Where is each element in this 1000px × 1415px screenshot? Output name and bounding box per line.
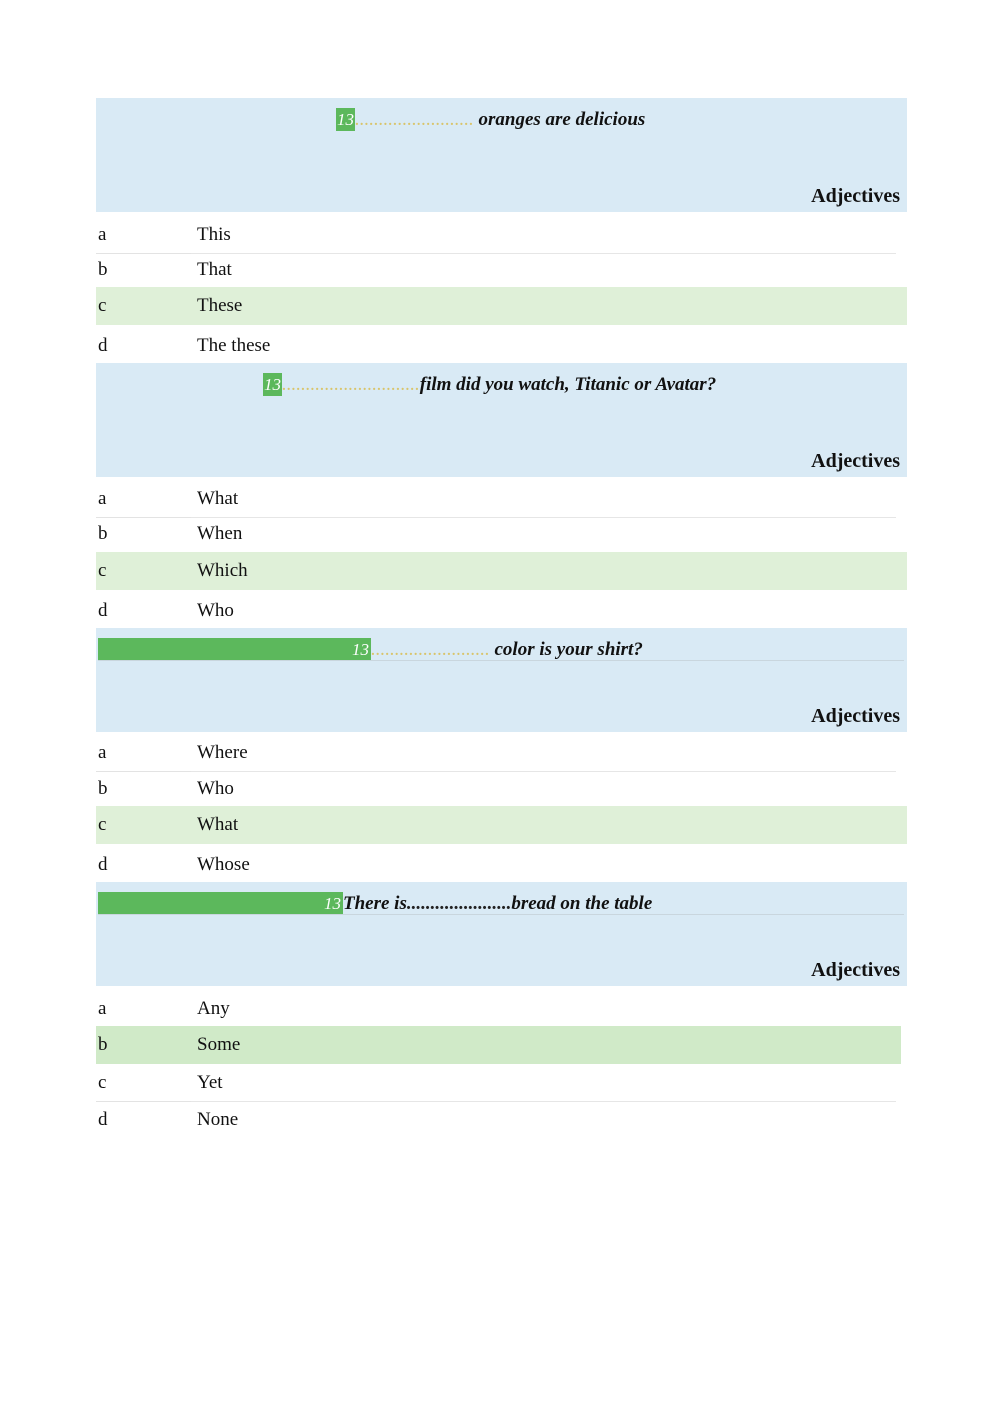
option-text: These [197,295,243,316]
question-number-badge: 13 [337,110,354,129]
question-header [96,628,907,732]
option-text: Which [197,560,248,581]
question-line [371,638,643,662]
option-letter: a [98,998,107,1019]
option-letter: d [98,600,108,621]
question-category: Adjectives [811,450,900,472]
answer-blank: ......................... [355,109,474,130]
question-category: Adjectives [811,185,900,207]
option-c-correct[interactable] [96,552,907,590]
option-text: Whose [197,854,250,875]
answer-blank: ...................... [406,893,512,914]
question-line [263,373,716,397]
option-d[interactable] [96,327,907,365]
option-text: The these [197,335,271,356]
option-b-correct[interactable] [96,1026,901,1064]
option-letter: b [98,259,108,280]
option-c-correct[interactable] [96,806,907,844]
option-letter: c [98,1072,107,1093]
question-text: bread on the table [511,893,653,914]
question-text: color is your shirt? [494,639,643,660]
option-a[interactable] [96,480,907,518]
question-line [336,108,645,132]
question-category: Adjectives [811,705,900,727]
option-d[interactable] [96,1101,907,1139]
option-letter: b [98,778,108,799]
question-number-badge: 13 [98,638,371,660]
option-text: Any [197,998,230,1019]
option-text: That [197,259,232,280]
option-letter: a [98,742,107,763]
option-text: Who [197,600,234,621]
option-text: What [197,814,239,835]
option-letter: d [98,854,108,875]
option-letter: c [98,814,107,835]
option-d[interactable] [96,846,907,884]
option-text: This [197,224,231,245]
question-number-badge: 13 [264,375,281,394]
option-a[interactable] [96,216,907,254]
option-text: Who [197,778,234,799]
option-b[interactable] [96,515,907,553]
option-d[interactable] [96,592,907,630]
answer-blank: ............................. [282,374,420,395]
option-letter: d [98,335,108,356]
question-header [96,363,907,477]
option-letter: a [98,224,107,245]
question-text: oranges are delicious [478,109,646,130]
question-header [96,882,907,986]
option-c[interactable] [96,1064,907,1102]
question-text: film did you watch, Titanic or Avatar? [419,374,717,395]
question-number-badge: 13 [98,892,343,914]
option-letter: b [98,523,108,544]
question-header [96,98,907,212]
option-letter: a [98,488,107,509]
option-letter: b [98,1034,108,1055]
option-a[interactable] [96,734,907,772]
question-line [343,892,652,916]
option-letter: d [98,1109,108,1130]
answer-blank: ......................... [371,639,490,660]
option-a[interactable] [96,990,907,1028]
option-text: When [197,523,243,544]
option-text: Yet [197,1072,223,1093]
option-letter: c [98,560,107,581]
question-category: Adjectives [811,959,900,981]
option-text: What [197,488,239,509]
question-prefix: There is [343,893,407,914]
option-c-correct[interactable] [96,287,907,325]
option-text: Where [197,742,248,763]
option-letter: c [98,295,107,316]
option-b[interactable] [96,251,907,289]
option-text: Some [197,1034,241,1055]
option-b[interactable] [96,770,907,808]
option-text: None [197,1109,239,1130]
